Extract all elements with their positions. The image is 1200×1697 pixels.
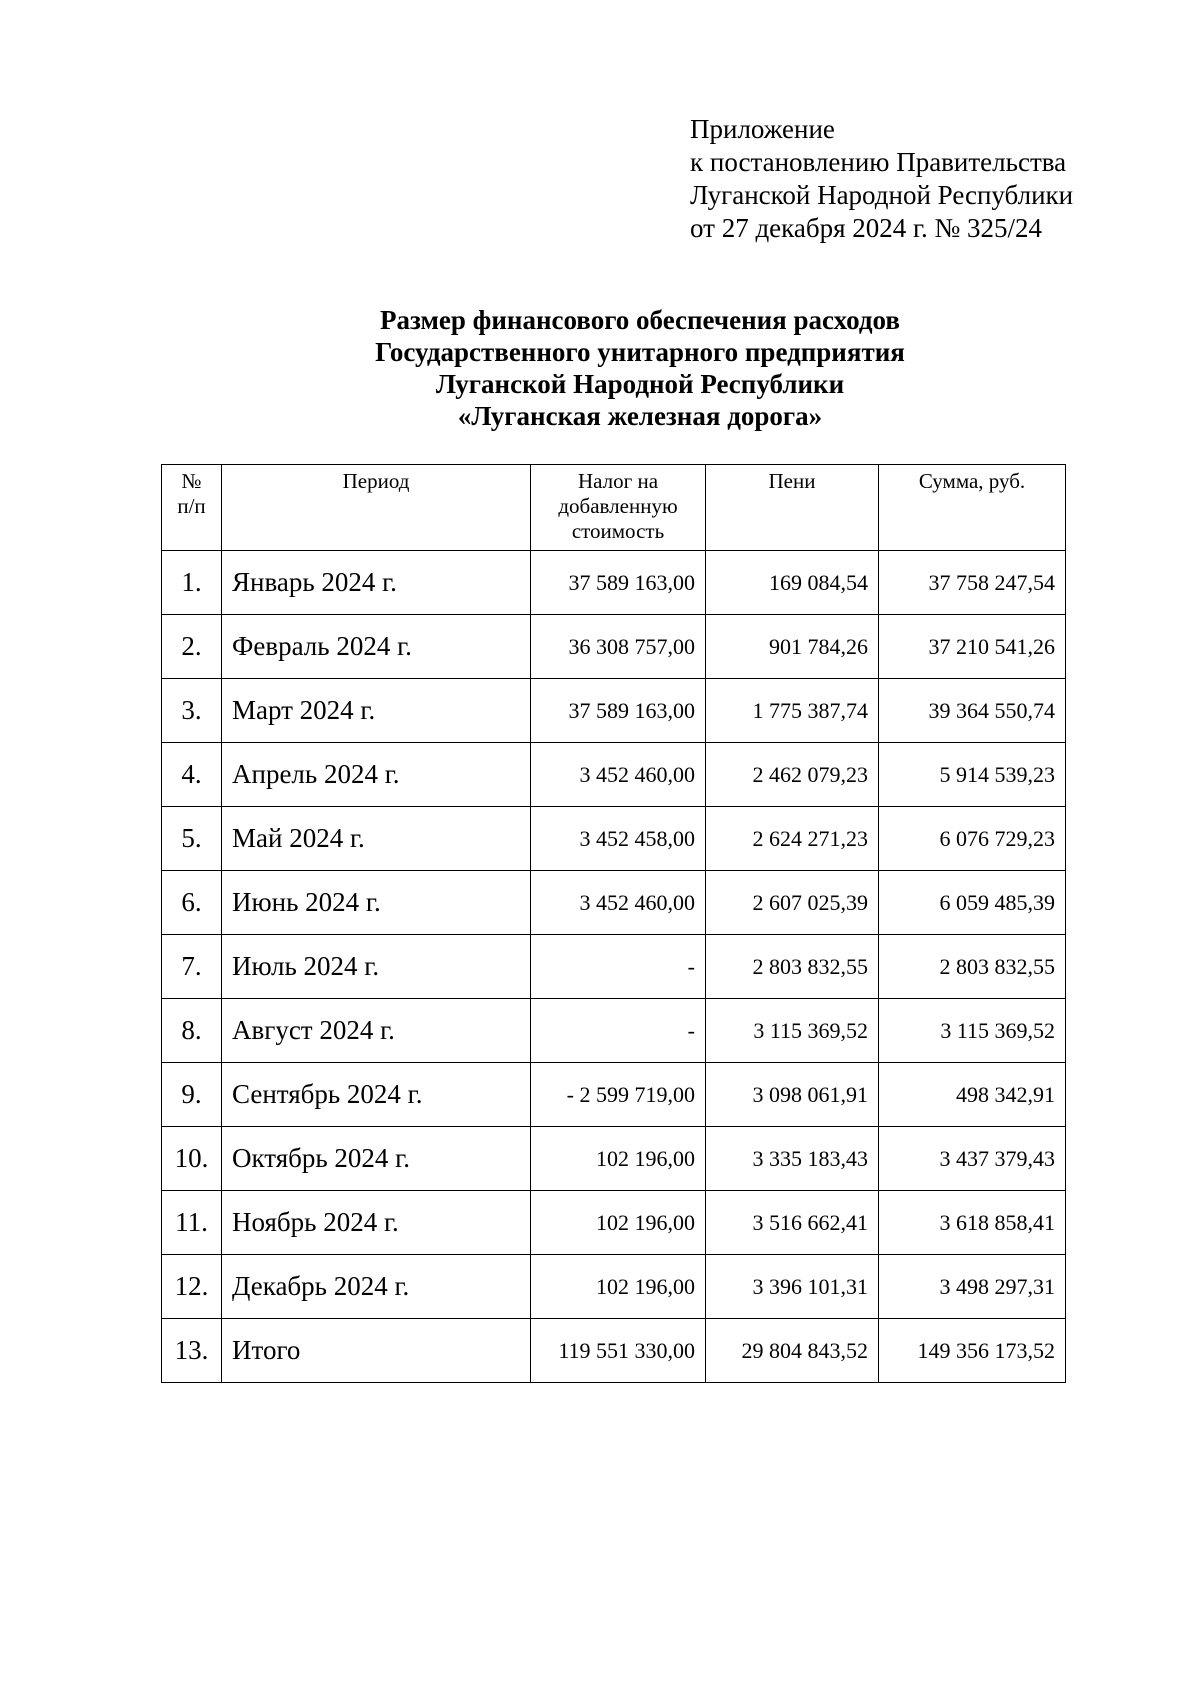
table-row — [162, 807, 1066, 871]
title-line: Луганской Народной Республики — [435, 369, 845, 399]
cell-penalty: 3 098 061,91 — [706, 1063, 879, 1127]
cell-penalty: 2 624 271,23 — [706, 807, 879, 871]
cell-num: 1. — [162, 551, 222, 615]
cell-period: Апрель 2024 г. — [222, 743, 531, 807]
table-row — [162, 1255, 1066, 1319]
cell-sum: 37 210 541,26 — [879, 615, 1066, 679]
cell-sum: 3 498 297,31 — [879, 1255, 1066, 1319]
table-row — [162, 679, 1066, 743]
cell-vat: 3 452 460,00 — [531, 871, 706, 935]
cell-num: 7. — [162, 935, 222, 999]
cell-num: 2. — [162, 615, 222, 679]
cell-penalty: 29 804 843,52 — [706, 1319, 879, 1383]
cell-vat: 3 452 460,00 — [531, 743, 706, 807]
cell-vat: - — [531, 999, 706, 1063]
cell-vat: 102 196,00 — [531, 1127, 706, 1191]
header-period: Период — [222, 465, 531, 551]
cell-period: Ноябрь 2024 г. — [222, 1191, 531, 1255]
table-row — [162, 1191, 1066, 1255]
cell-vat: 37 589 163,00 — [531, 679, 706, 743]
title-line: Государственного унитарного предприятия — [375, 337, 905, 367]
cell-num: 10. — [162, 1127, 222, 1191]
cell-period: Сентябрь 2024 г. — [222, 1063, 531, 1127]
cell-period: Декабрь 2024 г. — [222, 1255, 531, 1319]
title-line: Размер финансового обеспечения расходов — [380, 305, 900, 335]
header-vat-line: Налог на — [577, 469, 659, 493]
table-row — [162, 935, 1066, 999]
cell-sum: 149 356 173,52 — [879, 1319, 1066, 1383]
cell-num: 5. — [162, 807, 222, 871]
header-penalty: Пени — [706, 465, 879, 551]
cell-period: Август 2024 г. — [222, 999, 531, 1063]
cell-num: 13. — [162, 1319, 222, 1383]
cell-penalty: 2 803 832,55 — [706, 935, 879, 999]
header-vat-line: добавленную — [558, 494, 678, 518]
cell-period: Март 2024 г. — [222, 679, 531, 743]
cell-sum: 6 076 729,23 — [879, 807, 1066, 871]
cell-num: 11. — [162, 1191, 222, 1255]
cell-vat: 102 196,00 — [531, 1255, 706, 1319]
cell-vat: - 2 599 719,00 — [531, 1063, 706, 1127]
appendix-block — [690, 113, 1073, 245]
cell-num: 3. — [162, 679, 222, 743]
cell-num: 4. — [162, 743, 222, 807]
cell-penalty: 1 775 387,74 — [706, 679, 879, 743]
header-vat — [531, 465, 706, 551]
cell-sum: 37 758 247,54 — [879, 551, 1066, 615]
cell-vat: 36 308 757,00 — [531, 615, 706, 679]
cell-period: Июль 2024 г. — [222, 935, 531, 999]
cell-vat: 119 551 330,00 — [531, 1319, 706, 1383]
financial-table — [161, 464, 1066, 1383]
cell-sum: 3 437 379,43 — [879, 1127, 1066, 1191]
cell-penalty: 3 335 183,43 — [706, 1127, 879, 1191]
header-vat-line: стоимость — [571, 519, 665, 543]
cell-sum: 5 914 539,23 — [879, 743, 1066, 807]
cell-period: Июнь 2024 г. — [222, 871, 531, 935]
cell-sum: 3 618 858,41 — [879, 1191, 1066, 1255]
cell-period: Октябрь 2024 г. — [222, 1127, 531, 1191]
appendix-line: Приложение — [690, 114, 835, 144]
table-row — [162, 1319, 1066, 1383]
cell-sum: 2 803 832,55 — [879, 935, 1066, 999]
table-row — [162, 999, 1066, 1063]
appendix-line: Луганской Народной Республики — [690, 180, 1074, 210]
table-header-row — [162, 465, 1066, 551]
table-row — [162, 1063, 1066, 1127]
cell-penalty: 2 462 079,23 — [706, 743, 879, 807]
cell-num: 9. — [162, 1063, 222, 1127]
cell-period: Итого — [222, 1319, 531, 1383]
table-body — [162, 551, 1066, 1383]
header-num-line: п/п — [177, 494, 206, 518]
table-row — [162, 615, 1066, 679]
cell-penalty: 3 516 662,41 — [706, 1191, 879, 1255]
header-sum: Сумма, руб. — [879, 465, 1066, 551]
cell-penalty: 3 115 369,52 — [706, 999, 879, 1063]
cell-num: 6. — [162, 871, 222, 935]
appendix-line: к постановлению Правительства — [690, 147, 1067, 177]
cell-vat: 3 452 458,00 — [531, 807, 706, 871]
table-row — [162, 871, 1066, 935]
header-num — [162, 465, 222, 551]
document-title — [0, 304, 1200, 432]
appendix-line: от 27 декабря 2024 г. № 325/24 — [690, 213, 1043, 243]
header-num-line: № — [181, 469, 202, 493]
title-line: «Луганская железная дорога» — [457, 401, 823, 431]
cell-sum: 39 364 550,74 — [879, 679, 1066, 743]
cell-num: 8. — [162, 999, 222, 1063]
cell-vat: 37 589 163,00 — [531, 551, 706, 615]
table-row — [162, 1127, 1066, 1191]
table-row — [162, 551, 1066, 615]
cell-penalty: 169 084,54 — [706, 551, 879, 615]
cell-num: 12. — [162, 1255, 222, 1319]
table-row — [162, 743, 1066, 807]
cell-sum: 6 059 485,39 — [879, 871, 1066, 935]
cell-period: Февраль 2024 г. — [222, 615, 531, 679]
cell-penalty: 3 396 101,31 — [706, 1255, 879, 1319]
cell-period: Май 2024 г. — [222, 807, 531, 871]
cell-sum: 498 342,91 — [879, 1063, 1066, 1127]
cell-sum: 3 115 369,52 — [879, 999, 1066, 1063]
cell-vat: - — [531, 935, 706, 999]
cell-penalty: 2 607 025,39 — [706, 871, 879, 935]
cell-period: Январь 2024 г. — [222, 551, 531, 615]
cell-penalty: 901 784,26 — [706, 615, 879, 679]
cell-vat: 102 196,00 — [531, 1191, 706, 1255]
